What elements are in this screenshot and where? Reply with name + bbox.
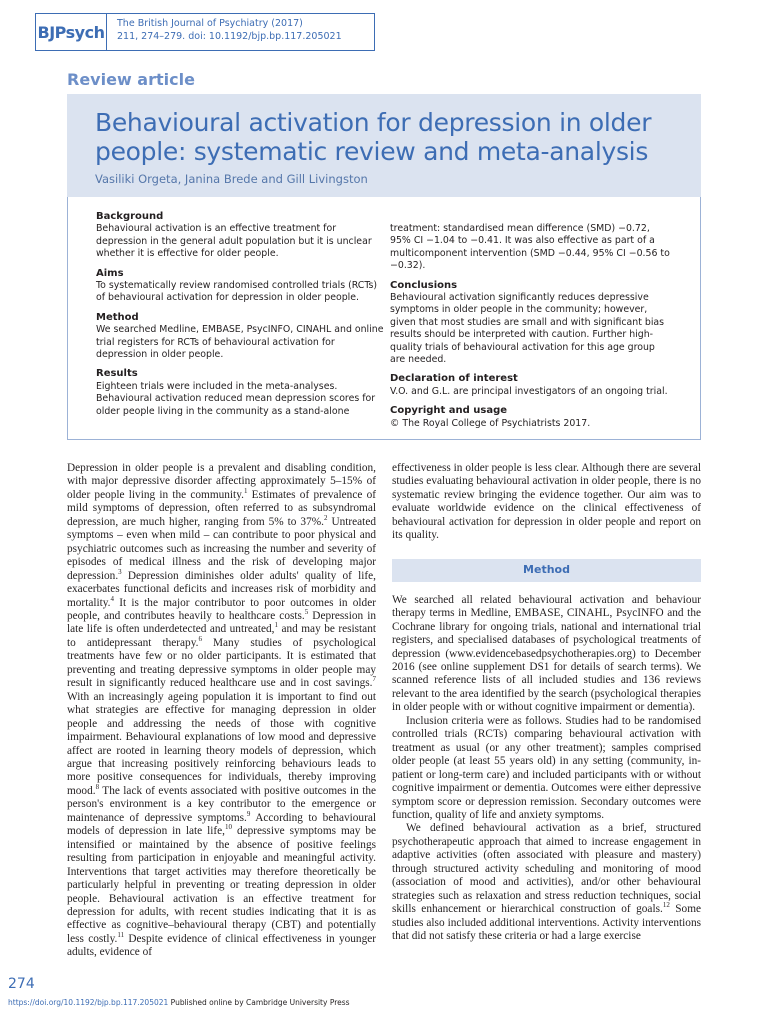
- abstract-text: © The Royal College of Psychiatrists 2017.: [390, 417, 591, 429]
- abstract-conclusions: [390, 280, 672, 367]
- reference-marker[interactable]: 11: [117, 931, 125, 940]
- intro-paragraph: [67, 462, 376, 960]
- article-authors: Vasiliki Orgeta, Janina Brede and Gill Livingston: [95, 172, 368, 186]
- abstract-results-continued: treatment: standardised mean difference (SMD) −0.72, 95% CI −1.04 to −0.41. It was also effective as part of a multicomponent intervention (SMD −0.44, 95% CI −0.56 to −0.32).: [390, 223, 670, 272]
- body-text: Despite evidence of clinical effectiveness in younger adults, evidence of: [67, 932, 376, 959]
- body-text: Untreated symptoms – even when mild – can contribute to poor physical and psychiatric outcomes such as increasing the number and severity of episodes of medical illness and the risk of developing major depression.: [67, 515, 376, 582]
- journal-name: The British Journal of Psychiatry (2017): [117, 18, 303, 29]
- body-text: Some studies also included additional interventions. Activity interventions that did not satisfy these criteria or had a large exercise: [392, 903, 701, 943]
- body-text: Depression in late life is often underdetected and untreated,: [67, 609, 376, 636]
- body-text: Depression in older people is a prevalent and disabling condition, with major depressive disorder affecting approximately 5–15% of older people living in the community.: [67, 462, 376, 501]
- body-text: With an increasingly ageing population it is important to find out what strategies are effective for managing depression in older people and addressing the needs of those with cognitive impairment. Behavioural explanations of low mood and depressive affect are rooted in learning theory models of depression, which argue that increasing positively reinforcing behaviours leads to more positive consequences for individuals, thereby improving mood.: [67, 690, 376, 797]
- method-paragraph: Inclusion criteria were as follows. Studies had to be randomised controlled trials (RCTs) comparing behavioural activation with treatment as usual (or any other treatment); samples comprised older people (at least 55 years old) in any setting (community, in-patient or long-term care) and included participants with or without cognitive impairment or dementia. Outcomes were either depressive symptom score or depression remission. Secondary outcomes were function, quality of life and anxiety symptoms.: [392, 714, 701, 821]
- logo-text: BJPsych: [37, 22, 105, 42]
- reference-marker[interactable]: 7: [372, 675, 376, 684]
- reference-marker[interactable]: 1: [274, 621, 278, 630]
- abstract-heading: Copyright and usage: [390, 405, 508, 417]
- abstract-text: To systematically review randomised controlled trials (RCTs) of behavioural activation for depression in older people.: [96, 280, 378, 304]
- abstract-text: Eighteen trials were included in the meta-analyses. Behavioural activation reduced mean depression scores for older people living in the community as a stand-alone: [96, 380, 376, 417]
- body-right-column: [392, 462, 701, 944]
- title-box: [67, 94, 701, 197]
- reference-marker[interactable]: 8: [95, 783, 100, 792]
- intro-continued-paragraph: effectiveness in older people is less clear. Although there are several studies evaluating behavioural activation in older people, there is no systematic review bringing the evidence together. Our aim was to evaluate worldwide evidence on the clinical effectiveness of behavioural activation for depression in older people and report on its quality.: [392, 462, 701, 542]
- reference-marker[interactable]: 1: [243, 487, 248, 496]
- body-text: depressive symptoms may be intensified or maintained by the absence of positive feelings resulting from participation in enjoyable and meaningful activity. Interventions that target activities may therefore theoretically be particularly helpful in preventing or treating depression in older people. Behavioural activation is an effective treatment for depression for adults, with recent studies indicating that it is as effective as cognitive–behavioural therapy (CBT) and potentially less costly.: [67, 825, 377, 945]
- method-paragraph: We searched all related behavioural activation and behaviour therapy terms in Medline, EMBASE, CINAHL, PsycINFO and the Cochrane library for ongoing trials, national and international trial registers, and specialised databases of psychological treatments of depression (www.evidencebasedpsychotherapies.org) to December 2016 (see online supplement DS1 for details of search terms). We scanned reference lists of all included studies and 136 reviews relevant to the area identified by the search (psychological therapies in older people with or without cognitive impairment or dementia).: [392, 593, 701, 714]
- method-section-heading: Method: [392, 559, 701, 582]
- abstract-left-column: [96, 211, 384, 425]
- published-note: Published online by Cambridge University Press: [168, 998, 350, 1007]
- abstract-background: [96, 211, 384, 261]
- abstract-method: [96, 312, 384, 362]
- doi-link[interactable]: https://doi.org/10.1192/bjp.bp.117.205021: [8, 998, 169, 1007]
- method-paragraph: [392, 822, 701, 943]
- body-text: The lack of events associated with positive outcomes in the person's environment is a key contributor to the emergence or maintenance of depressive symptoms.: [67, 784, 376, 824]
- journal-logo: [35, 13, 107, 51]
- reference-marker[interactable]: 5: [304, 608, 309, 617]
- body-text: It is the major contributor to poor outcomes in older people, and contributes heavily to healthcare costs.: [67, 596, 376, 622]
- reference-marker[interactable]: 2: [323, 514, 328, 523]
- abstract-aims: [96, 268, 384, 305]
- reference-marker[interactable]: 9: [246, 810, 251, 819]
- reference-marker[interactable]: 10: [225, 823, 233, 832]
- body-text: Estimates of prevalence of mild symptoms of depression, often referred to as subsyndromal depression, are much higher, ranging from 5% to 37%.: [67, 488, 376, 528]
- article-title: Behavioural activation for depression in older people: systematic review and meta-analysis: [95, 108, 652, 166]
- abstract-text: V.O. and G.L. are principal investigators of an ongoing trial.: [390, 385, 668, 397]
- abstract-right-column: [390, 223, 672, 437]
- body-text: and may be resistant to antidepressant therapy.: [67, 623, 376, 649]
- reference-marker[interactable]: 4: [110, 594, 115, 603]
- journal-volume-doi: 211, 274–279. doi: 10.1192/bjp.bp.117.205021: [117, 31, 342, 42]
- abstract-heading: Results: [96, 368, 138, 380]
- abstract-box: [67, 197, 701, 440]
- abstract-heading: Aims: [96, 267, 124, 279]
- abstract-heading: Conclusions: [390, 279, 458, 291]
- reference-marker[interactable]: 12: [662, 901, 670, 910]
- abstract-declaration: [390, 373, 672, 398]
- section-label: Review article: [67, 70, 195, 89]
- reference-marker[interactable]: 6: [198, 635, 202, 644]
- abstract-heading: Method: [96, 311, 139, 323]
- body-left-column: [67, 462, 376, 960]
- footer-doi: [8, 998, 350, 1007]
- body-text: Many studies of psychological treatments have few or no older participants. It is estimated that preventing and treating depressive symptoms in older people may result in significantly reduced healthcare use and in cost savings.: [67, 636, 376, 690]
- body-text: Depression diminishes older adults' quality of life, exacerbates functional deficits and increases risk of morbidity and mortality.: [67, 569, 376, 609]
- body-text: According to behavioural models of depression in late life,: [67, 811, 376, 838]
- abstract-heading: Declaration of interest: [390, 373, 518, 385]
- body-text: We defined behavioural activation as a brief, structured psychotherapeutic approach that aimed to increase engagement in adaptive activities (often associated with pleasure and mastery) through structured activity scheduling and monitoring of mood (association of mood and activities), and/or other behavioural strategies such as relaxation and stress reduction techniques, social skills enhancement or hierarchical construction of goals.: [392, 822, 701, 916]
- reference-marker[interactable]: 3: [118, 567, 122, 576]
- abstract-text: Behavioural activation significantly reduces depressive symptoms in older people in the community; however, given that most studies are small and with significant bias results should be interpreted with caution. Further high-quality trials of behavioural activation for this age group are needed.: [390, 292, 665, 366]
- abstract-copyright: [390, 405, 672, 430]
- journal-citation: [107, 13, 375, 51]
- abstract-results: [96, 368, 384, 418]
- abstract-text: We searched Medline, EMBASE, PsycINFO, CINAHL and online trial registers for RCTs of behavioural activation for depression in older people.: [96, 324, 384, 361]
- page-number: 274: [8, 976, 35, 992]
- abstract-text: Behavioural activation is an effective treatment for depression in the general adult population but it is unclear whether it is effective for older people.: [96, 223, 372, 260]
- abstract-heading: Background: [96, 211, 164, 222]
